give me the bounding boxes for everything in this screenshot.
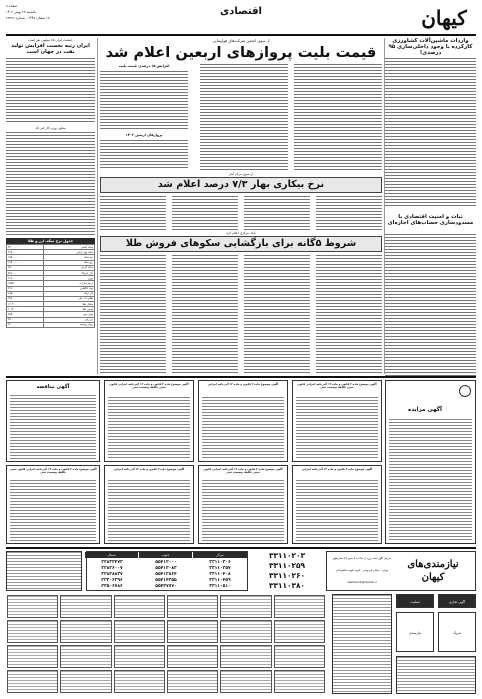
right-column bbox=[385, 38, 476, 378]
rate-value-cell: ۷۸۵۰ bbox=[7, 312, 44, 317]
classifieds-phone-1: ۳۳۱۱۰۲۰۳ bbox=[268, 551, 306, 560]
classifieds-masthead bbox=[326, 551, 476, 591]
classified-ad-cell bbox=[114, 645, 165, 668]
lead-subhead-left: افزایش ۱۵ درصدی قیمت بلیت bbox=[100, 64, 188, 70]
classified-ad-cell bbox=[274, 645, 325, 668]
notice-card-3 bbox=[104, 380, 194, 462]
notice-card-5 bbox=[198, 465, 288, 544]
classified-ad-cell bbox=[7, 595, 58, 618]
auction-seal-icon bbox=[459, 385, 471, 397]
rate-name-cell: یورو bbox=[44, 276, 95, 281]
gold-headline: شروط ۵گانه برای بازگشایی سکوهای فروش طلا bbox=[125, 238, 357, 249]
classified-ad-cell bbox=[60, 670, 111, 693]
classified-ad-cell bbox=[114, 595, 165, 618]
masthead-rule bbox=[6, 34, 476, 36]
classifieds-directory bbox=[86, 551, 248, 591]
classified-ad-cell bbox=[220, 595, 271, 618]
lower-column-1 bbox=[100, 255, 166, 373]
page-number: صفحه ۸ bbox=[6, 4, 18, 8]
classifieds-title: نیازمندی‌های کیهان bbox=[407, 559, 459, 583]
left-top-headline: ایران رتبه نخست افزایش تولید نفت در جهان است bbox=[11, 43, 90, 56]
right-top-body-text bbox=[385, 58, 476, 206]
rate-value-cell: ۱۲۰۴۰۰۰۰ bbox=[7, 302, 44, 307]
classified-ad-cell bbox=[274, 670, 325, 693]
unemployment-headline: نرخ بیکاری بهار ۷/۳ درصد اعلام شد bbox=[157, 179, 325, 190]
ads-right-side bbox=[396, 594, 476, 694]
tender-title: آگهی مناقصه bbox=[36, 384, 70, 390]
notice-card-1-body bbox=[296, 397, 378, 459]
rate-value-cell: ۲۰۱۳ bbox=[7, 307, 44, 312]
rate-value-cell: ۱۹۵۰۰۰۰۰ bbox=[7, 255, 44, 260]
rate-value-cell: ۶۱۲۰۰ bbox=[7, 276, 44, 281]
directory-number: ۲۲۸۳۲۴۷۳ bbox=[101, 560, 123, 565]
notice-card-4-body bbox=[296, 480, 378, 541]
classifieds-email[interactable]: niazmandi@kayhan.ir bbox=[346, 580, 378, 584]
classified-ad-cell bbox=[114, 670, 165, 693]
south-numbers bbox=[141, 560, 191, 590]
classified-ad-cell bbox=[60, 620, 111, 643]
small-ad-4: نیازمندی bbox=[396, 612, 434, 652]
directory-number: ۵۵۴۲۷۷۷۰ bbox=[155, 584, 177, 589]
lead-subhead-right: پروازهای اربعین ۱۴۰۲ bbox=[125, 133, 163, 137]
directory-number: ۳۳۱۱۰۴۰۸ bbox=[209, 572, 231, 577]
directory-number: ۲۲۵۰۶۷۸۶ bbox=[101, 584, 123, 589]
classified-ad-cell bbox=[7, 670, 58, 693]
notice-card-4-title: آگهی موضوع ماده ۳ قانون و ماده ۱۳ آئین‌نامه اجرایی bbox=[301, 467, 373, 471]
lead-kicker: از سوی انجمن شرکت‌های هواپیمایی bbox=[212, 38, 270, 43]
center-label: مرکز bbox=[193, 552, 247, 558]
left-column bbox=[6, 38, 95, 374]
classifieds-phone-4: ۳۳۱۱۰۳۸۰ bbox=[268, 581, 306, 590]
notice-card-7-body bbox=[10, 480, 96, 541]
notice-card-6 bbox=[104, 465, 194, 544]
rate-name-cell: مثقال طلا bbox=[44, 302, 95, 307]
lead-headline: قیمت بلیت پروازهای اربعین اعلام شد bbox=[105, 44, 377, 61]
small-ad-1: آگهی تجاری bbox=[438, 594, 476, 608]
classified-ad-cell bbox=[167, 670, 218, 693]
right-top-headline: واردات ماشین‌آلات کشاورزی کارکرده با وجود داخلی‌سازی ۹۵ درصدی! bbox=[388, 38, 473, 56]
classified-ad-cell bbox=[220, 620, 271, 643]
rate-value-cell: ۷۱۶۰۰ bbox=[7, 286, 44, 291]
notice-card-1 bbox=[292, 380, 382, 462]
center-numbers bbox=[195, 560, 245, 590]
classified-ad-cell bbox=[7, 620, 58, 643]
rate-value-cell: ۵۶۸۰۰ bbox=[7, 270, 44, 275]
notice-card-4 bbox=[292, 465, 382, 544]
classified-ad-cell bbox=[60, 595, 111, 618]
rate-name-cell: سکه گرمی bbox=[44, 265, 95, 270]
directory-number: ۵۵۴۱۲۰۸۳ bbox=[155, 566, 177, 571]
rate-name-cell: اونس طلا bbox=[44, 307, 95, 312]
notice-card-6-body bbox=[108, 480, 190, 541]
lead-story bbox=[100, 38, 382, 172]
small-ad-5 bbox=[396, 656, 476, 694]
left-second-body bbox=[6, 132, 95, 236]
ads-left-side bbox=[332, 594, 392, 694]
small-ad-2: تسلیت bbox=[396, 594, 434, 608]
rate-name-cell: ین ژاپن bbox=[44, 317, 95, 322]
left-second-kicker: معاون وزیر کار خبر داد bbox=[35, 126, 66, 130]
north-label: شمال bbox=[85, 552, 139, 558]
classifieds-phone-2: ۳۳۱۱۰۲۵۹ bbox=[268, 561, 306, 570]
directory-number: ۵۵۴۱۳۸۶۴ bbox=[155, 572, 177, 577]
notice-card-7-title: آگهی موضوع ماده ۳ قانون و ماده ۱۳ آئین‌نامه اجرایی قانون تعیین تکلیف وضعیت ثبتی bbox=[9, 467, 97, 475]
directory-number: ۲۲۸۲۸۸۳۷ bbox=[101, 572, 123, 577]
classified-ad-cell bbox=[274, 595, 325, 618]
rate-name-cell: درهم امارات bbox=[44, 281, 95, 286]
right-column-divider bbox=[384, 38, 385, 374]
notice-card-2-title: آگهی موضوع ماده ۳ قانون و ماده ۱۳ آئین‌نامه اجرایی bbox=[207, 382, 279, 386]
directory-number: ۳۳۱۱۰۴۵۹ bbox=[209, 578, 231, 583]
rates-table-grid bbox=[6, 244, 95, 328]
classifieds-phone-3: ۳۳۱۱۰۲۶۰ bbox=[268, 571, 306, 580]
classifieds-phones bbox=[252, 551, 322, 591]
classified-ad-cell bbox=[274, 620, 325, 643]
notice-card-2-body bbox=[202, 397, 284, 459]
south-label: جنوب bbox=[139, 552, 193, 558]
directory-number: ۳۳۱۱۰۳۵۷ bbox=[209, 566, 231, 571]
classifieds-publisher: پذیرش آگهی همه روزه از ساعت ۸ صبح تا ۵ بعدازظهر bbox=[332, 557, 392, 560]
mid-column-2 bbox=[172, 196, 238, 230]
auction-notice bbox=[385, 380, 476, 544]
right-mid-headline: ثبات و امنیت اقتصادی با مسدودسازی حساب‌های اجاره‌ای bbox=[387, 214, 474, 226]
right-mid-body bbox=[385, 234, 476, 378]
rate-value-cell: ۳۸۰ bbox=[7, 317, 44, 322]
masthead-logo: کیهان bbox=[421, 6, 467, 30]
directory-number: ۲۲۳۰۶۳۹۶ bbox=[101, 578, 123, 583]
classified-ad-cell bbox=[167, 595, 218, 618]
left-column-divider bbox=[97, 38, 98, 374]
lead-body-left bbox=[100, 71, 188, 131]
tender-body bbox=[10, 395, 96, 459]
auction-body bbox=[389, 419, 472, 541]
unemployment-kicker: از سوی مرکز آمار bbox=[228, 172, 254, 176]
rate-value-cell: ۱۲۵۰۰۰۰۰ bbox=[7, 260, 44, 265]
small-ad-3: تبریک bbox=[438, 612, 476, 652]
masthead-issue: ۱۷ شعبان ۱۴۴۵ - شماره ۲۳۳۶۶ bbox=[6, 16, 50, 20]
classified-ad-cell bbox=[167, 645, 218, 668]
rate-name-cell: ربع سکه bbox=[44, 260, 95, 265]
directory-number: ۳۳۱۱۰۳۰۶ bbox=[209, 560, 231, 565]
ads-grid bbox=[6, 594, 326, 694]
classified-ad-cell bbox=[60, 645, 111, 668]
lower-column-4 bbox=[316, 255, 382, 373]
notice-card-5-title: آگهی موضوع ماده ۳ قانون و ماده ۱۳ آئین‌نامه اجرایی قانون تعیین تکلیف وضعیت ثبتی bbox=[203, 467, 283, 475]
classified-ad-cell bbox=[167, 620, 218, 643]
classifieds-top-rule bbox=[6, 547, 476, 549]
rate-name-cell: لیر ترکیه bbox=[44, 291, 95, 296]
notice-card-3-title: آگهی موضوع ماده ۳ قانون و ماده ۱۳ آئین‌نامه اجرایی قانون تعیین تکلیف وضعیت ثبتی bbox=[109, 382, 189, 390]
lead-body-right bbox=[294, 64, 382, 170]
rate-value-cell: ۶۲۰ bbox=[7, 322, 44, 327]
notice-card-7 bbox=[6, 465, 100, 544]
rate-name-cell: روبل روسیه bbox=[44, 322, 95, 327]
masthead bbox=[0, 0, 482, 34]
rates-table bbox=[6, 244, 95, 372]
right-top-body bbox=[385, 58, 476, 206]
mid-column-1 bbox=[100, 196, 166, 230]
rate-name-cell: طلای ۱۸ عیار bbox=[44, 296, 95, 301]
rate-value-cell: ۱۸۵۰ bbox=[7, 291, 44, 296]
lead-body-center bbox=[200, 64, 288, 170]
rate-value-cell: ۳۱۵۰۰۰۰۰ bbox=[7, 250, 44, 255]
directory-number: ۲۲۸۲۶۰۰۷ bbox=[101, 566, 123, 571]
rates-table-title: جدول نرخ سکه، ارز و طلا bbox=[6, 238, 95, 244]
directory-number: ۳۳۱۱۰۵۱۰ bbox=[209, 584, 231, 589]
notice-card-6-title: آگهی موضوع ماده ۳ قانون و ماده ۱۳ آئین‌نامه اجرایی bbox=[113, 467, 185, 471]
rate-value-cell: ۲۷۸۰۰۰۰ bbox=[7, 296, 44, 301]
mid-column-3 bbox=[244, 196, 310, 230]
lead-body-left-2 bbox=[100, 140, 188, 170]
left-top-kicker: جمعیت ایران ۸۵ میلیون نفر است bbox=[28, 38, 73, 42]
rate-value-cell: ۱۵۴۵۰ bbox=[7, 281, 44, 286]
gold-banner bbox=[100, 236, 382, 252]
left-top-body bbox=[6, 58, 95, 124]
rate-name-cell: نیم سکه bbox=[44, 255, 95, 260]
classified-ad-cell bbox=[220, 670, 271, 693]
notices-top-rule bbox=[6, 376, 476, 378]
rate-name-cell: سکه امامی bbox=[44, 245, 95, 250]
rate-name-cell: دلار آمریکا bbox=[44, 270, 95, 275]
rate-value-cell: ۳۳۰۰۰۰۰۰ bbox=[7, 245, 44, 250]
classifieds-extra bbox=[6, 551, 82, 591]
unemployment-banner bbox=[100, 177, 382, 193]
mid-column-4 bbox=[316, 196, 382, 230]
classifieds-address: تهران - خیابان فردوسی - کوچه شهید شاهچراغی bbox=[335, 569, 389, 572]
rate-name-cell: پوند انگلیس bbox=[44, 286, 95, 291]
lower-column-2 bbox=[172, 255, 238, 373]
lower-column-3 bbox=[244, 255, 310, 373]
rate-name-cell: یوان چین bbox=[44, 312, 95, 317]
masthead-date: یکشنبه ۲۷ بهمن ۱۴۰۲ bbox=[6, 10, 37, 14]
north-numbers bbox=[87, 560, 137, 590]
notice-card-2 bbox=[198, 380, 288, 462]
notice-card-5-body bbox=[202, 480, 284, 541]
rate-name-cell: سکه بهار آزادی bbox=[44, 250, 95, 255]
rate-value-cell: ۶۵۰۰۰۰۰ bbox=[7, 265, 44, 270]
classified-ad-cell bbox=[114, 620, 165, 643]
tender-notice bbox=[6, 380, 100, 462]
classified-ad-cell bbox=[220, 645, 271, 668]
notice-card-3-body bbox=[108, 397, 190, 459]
directory-number: ۵۵۴۱۲۰۰۰ bbox=[155, 560, 177, 565]
section-title: اقتصادی bbox=[220, 6, 262, 17]
notice-card-1-title: آگهی موضوع ماده ۳ قانون و ماده ۱۳ آئین‌نامه اجرایی قانون تعیین تکلیف وضعیت ثبتی bbox=[297, 382, 377, 390]
directory-number: ۵۵۴۱۴۳۵۵ bbox=[155, 578, 177, 583]
table-row bbox=[7, 322, 95, 327]
auction-title: آگهی مزایده bbox=[408, 407, 442, 413]
gold-kicker: بانک مرکزی اعلام کرد bbox=[226, 231, 256, 235]
classified-ad-cell bbox=[7, 645, 58, 668]
